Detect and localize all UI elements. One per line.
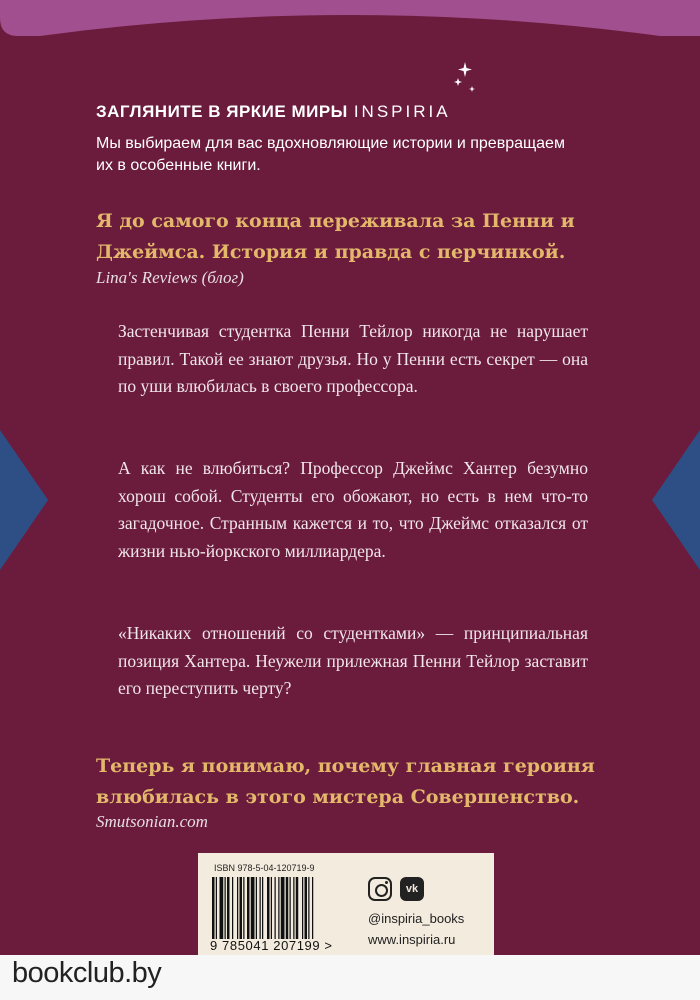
review-quote-2: Теперь я понимаю, почему главная героиня влюбилась в этого мистера Совершенство.: [96, 755, 595, 808]
review-source-1: Lina's Reviews (блог): [96, 268, 244, 287]
barcode-number: 9 785041 207199 >: [210, 938, 333, 953]
vk-icon[interactable]: vk: [400, 877, 424, 901]
description-paragraph-2: А как не влюбиться? Профессор Джеймс Хантер безумно хорош собой. Студенты его обожают, но есть в нем что-то загадочное. Странным кажется и то, что Джеймс отказался от жизни нью-йоркского миллиардера.: [118, 458, 588, 561]
instagram-icon[interactable]: [368, 877, 392, 901]
description-paragraph-1: Застенчивая студентка Пенни Тейлор никогда не нарушает правил. Такой ее знают друзья. Но у Пенни есть секрет — она по уши влюбилась в своего профессора.: [118, 321, 588, 396]
heading-title: ЗАГЛЯНИТЕ В ЯРКИЕ МИРЫ: [96, 102, 348, 121]
barcode-panel: [198, 853, 494, 959]
top-arch-shape: [0, 0, 700, 36]
isbn-label: ISBN 978-5-04-120719-9: [214, 863, 315, 873]
social-handle[interactable]: @inspiria_books: [368, 911, 465, 926]
brand-name: INSPIRIA: [353, 102, 451, 121]
description-paragraph-3: «Никаких отношений со студентками» — принципиальная позиция Хантера. Неужели прилежная Пенни Тейлор заставит его переступить черту?: [118, 623, 588, 698]
left-diamond-decoration: [0, 430, 48, 570]
watermark-text: bookclub.by: [12, 957, 162, 989]
barcode-bars: [210, 877, 360, 939]
review-quote-1: Я до самого конца переживала за Пенни и Джеймса. История и правда с перчинкой.: [96, 210, 575, 263]
series-subtitle: Мы выбираем для вас вдохновляющие истории и превращаем их в особенные книги.: [96, 135, 565, 174]
series-heading: [96, 102, 451, 122]
review-source-2: Smutsonian.com: [96, 812, 208, 831]
sparkle-icon: [452, 62, 478, 96]
right-diamond-decoration: [652, 430, 700, 570]
publisher-website[interactable]: www.inspiria.ru: [368, 932, 456, 947]
